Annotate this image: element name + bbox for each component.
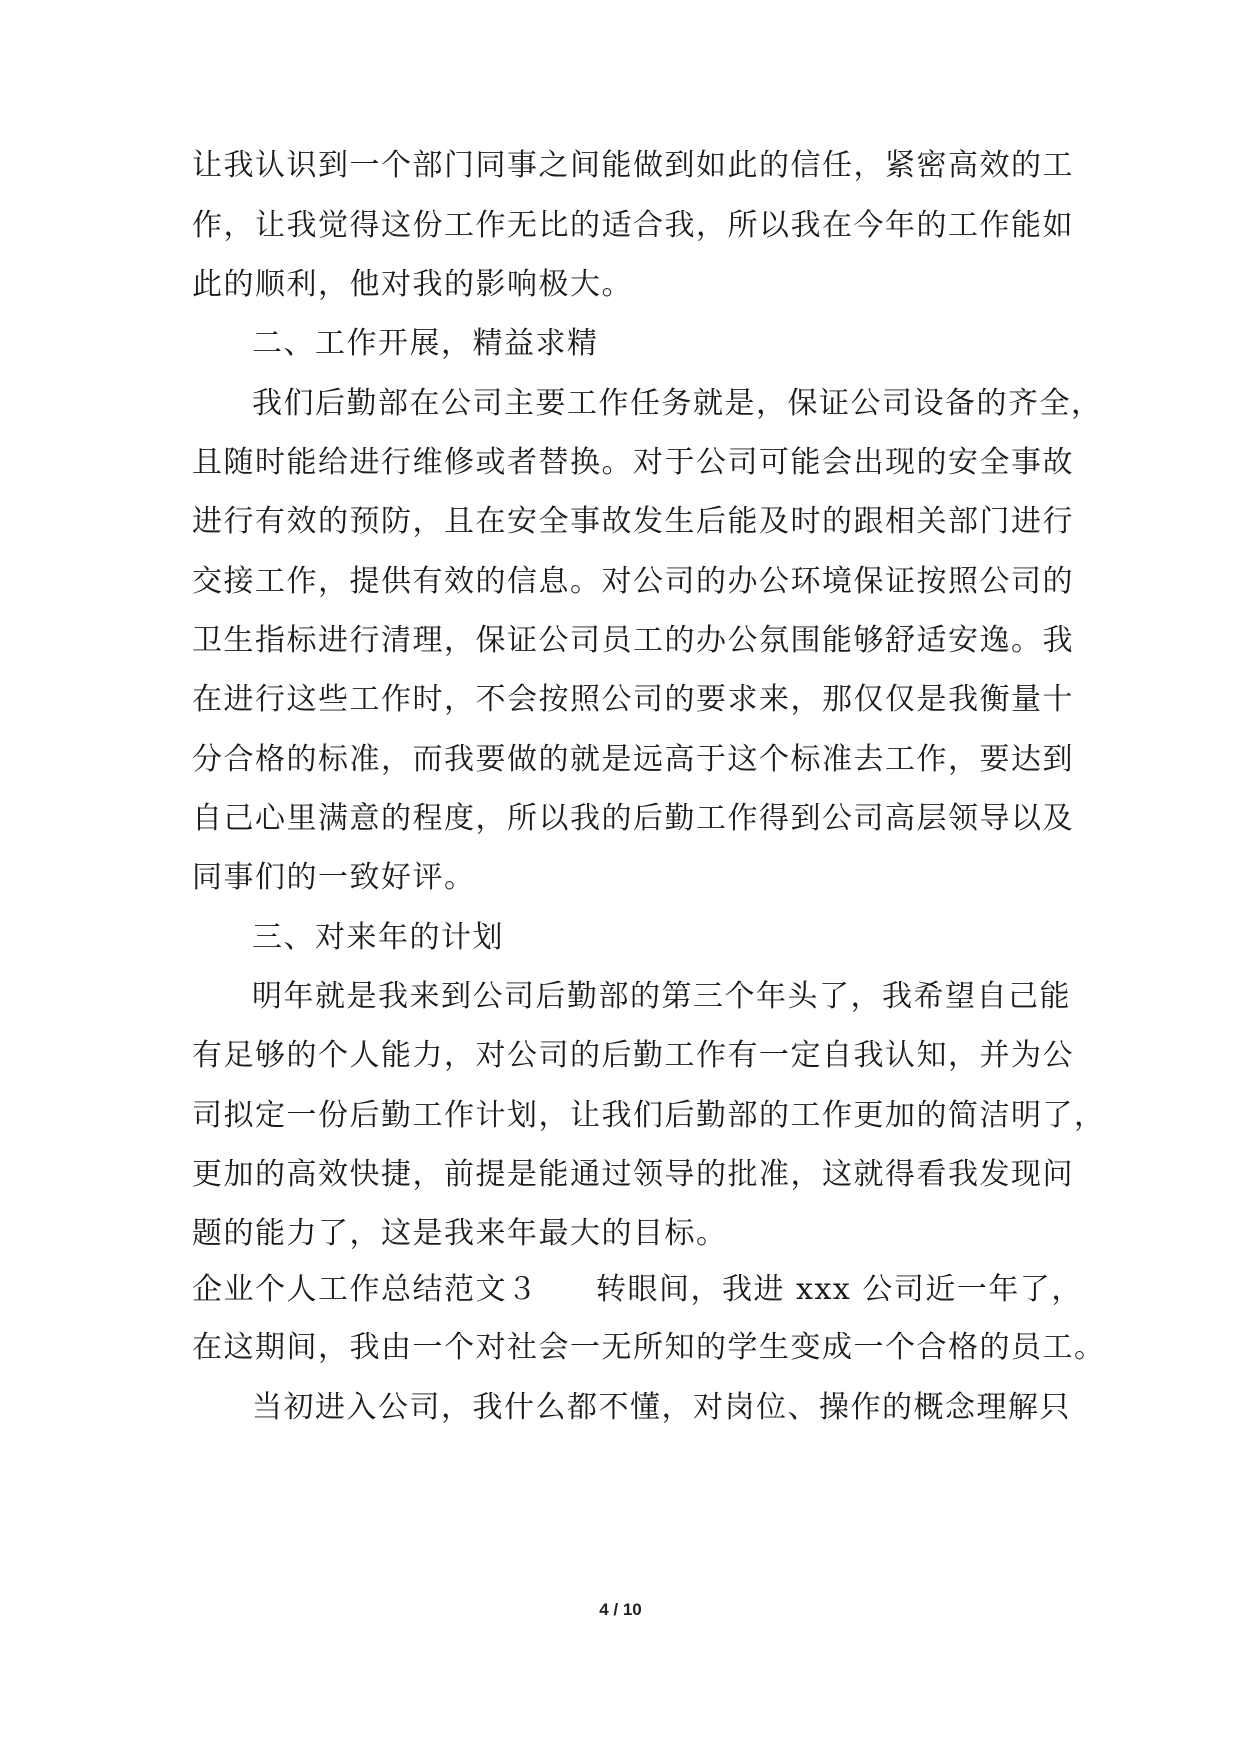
paragraph-line: 进行有效的预防，且在安全事故发生后能及时的跟相关部门进行 <box>192 504 1074 539</box>
paragraph-line: 我们后勤部在公司主要工作任务就是，保证公司设备的齐全， <box>252 386 1103 421</box>
paragraph-line: 自己心里满意的程度，所以我的后勤工作得到公司高层领导以及 <box>192 801 1074 836</box>
paragraph-line: 司拟定一份后勤工作计划，让我们后勤部的工作更加的简洁明了， <box>192 1098 1106 1133</box>
paragraph-line: 此的顺利，他对我的影响极大。 <box>192 267 633 302</box>
paragraph-line: 有足够的个人能力，对公司的后勤工作有一定自我认知，并为公 <box>192 1038 1074 1073</box>
paragraph-line: 在这期间，我由一个对社会一无所知的学生变成一个合格的员工。 <box>192 1330 1106 1365</box>
section-title: 企业个人工作总结范文３ <box>192 1272 539 1307</box>
paragraph-line: 且随时能给进行维修或者替换。对于公司可能会出现的安全事故 <box>192 445 1074 480</box>
paragraph-line: 题的能力了，这是我来年最大的目标。 <box>192 1216 728 1251</box>
section-heading: 三、对来年的计划 <box>252 920 504 955</box>
paragraph-line: 转眼间，我进 xxx 公司近一年了， <box>596 1272 1083 1307</box>
paragraph-line: 同事们的一致好评。 <box>192 860 476 895</box>
paragraph-line: 明年就是我来到公司后勤部的第三个年头了，我希望自己能 <box>252 979 1071 1014</box>
page-number: 4 / 10 <box>599 1600 642 1619</box>
paragraph-line: 在进行这些工作时，不会按照公司的要求来，那仅仅是我衡量十 <box>192 682 1074 717</box>
paragraph-line: 让我认识到一个部门同事之间能做到如此的信任，紧密高效的工 <box>192 148 1074 183</box>
section-heading: 二、工作开展，精益求精 <box>252 326 599 361</box>
paragraph-line: 更加的高效快捷，前提是能通过领导的批准，这就得看我发现问 <box>192 1157 1074 1192</box>
paragraph-line: 卫生指标进行清理，保证公司员工的办公氛围能够舒适安逸。我 <box>192 623 1074 658</box>
section-title-line <box>192 1270 1083 1310</box>
paragraph-line: 当初进入公司，我什么都不懂，对岗位、操作的概念理解只 <box>252 1390 1071 1425</box>
paragraph-line: 交接工作，提供有效的信息。对公司的办公环境保证按照公司的 <box>192 564 1074 599</box>
paragraph-line: 作，让我觉得这份工作无比的适合我，所以我在今年的工作能如 <box>192 208 1074 243</box>
paragraph-line: 分合格的标准，而我要做的就是远高于这个标准去工作，要达到 <box>192 742 1074 777</box>
